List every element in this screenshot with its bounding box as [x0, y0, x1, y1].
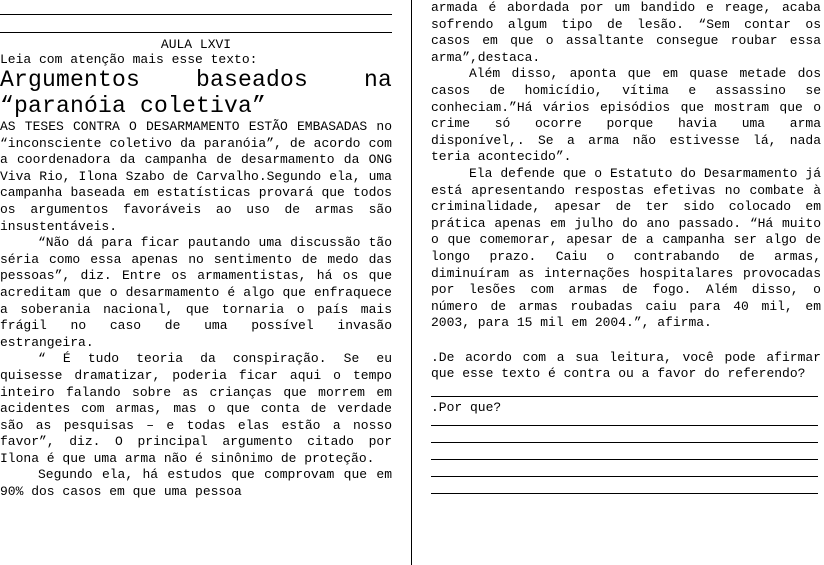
header-rule-2 — [0, 32, 392, 33]
header-rule-1 — [0, 14, 392, 15]
title-word: baseados — [195, 67, 309, 93]
title-word: na — [363, 67, 392, 93]
question-1: .De acordo com a sua leitura, você pode afirmar que esse texto é contra ou a favor do referendo? — [431, 349, 821, 382]
article-paragraph: AS TESES CONTRA O DESARMAMENTO ESTÃO EMBASADAS no “inconsciente coletivo da paranóia”, de acordo com a coordenadora da campanha de desarmamento da ONG Viva Rio, Ilona Szabo de Carvalho.Segundo ela, uma campanha baseada em estatísticas provará que todos os argumentos favoráveis ao uso de armas são insustentáveis. — [0, 119, 392, 234]
answer-line[interactable] — [431, 493, 818, 494]
article-paragraph: Segundo ela, há estudos que comprovam que em 90% dos casos em que uma pessoa — [0, 467, 392, 500]
title-line-2: “paranóia coletiva” — [0, 93, 267, 119]
answer-line[interactable] — [431, 459, 818, 460]
article-title — [0, 67, 392, 119]
answer-line[interactable] — [431, 442, 818, 443]
left-column — [0, 0, 392, 501]
article-paragraph: “ É tudo teoria da conspiração. Se eu quisesse dramatizar, poderia ficar aqui o tempo inteiro falando sobre as crianças que morrem em acidentes com armas, mas o que conta de verdade são as pesquisas – e todas elas estão a nosso favor”, diz. O principal argumento citado por Ilona é que uma arma não é sinônimo de proteção. — [0, 351, 392, 466]
answer-line[interactable] — [431, 425, 818, 426]
article-paragraph: armada é abordada por um bandido e reage, acaba sofrendo algum tipo de lesão. “Sem contar os casos em que o assaltante consegue roubar essa arma”,destaca. — [431, 0, 821, 65]
article-paragraph: Além disso, aponta que em quase metade dos casos de homicídio, vítima e assassino se conheciam.”Há vários episódios que mostram que o crime só ocorre porque havia uma arma disponível,. Se a arma não estivesse lá, nada teria acontecido”. — [431, 66, 821, 165]
lesson-heading: AULA LXVI — [160, 37, 232, 52]
reading-instruction: Leia com atenção mais esse texto: — [0, 52, 258, 67]
question-2: .Por que? — [431, 400, 502, 416]
article-paragraph: Ela defende que o Estatuto do Desarmamento já está apresentando respostas efetivas no combate à criminalidade, apesar de ter sido colocado em prática apenas em julho do ano passado. “Há muito o que comemorar, apesar de a campanha ser algo de longo prazo. Caiu o contrabando de armas, diminuíram as internações hospitalares provocadas por lesões com armas de fogo. Além disso, o número de armas roubadas caiu para 40 mil, em 2003, para 15 mil em 2004.”, afirma. — [431, 165, 821, 331]
right-column — [431, 0, 821, 494]
title-word: Argumentos — [0, 67, 141, 93]
answer-line[interactable] — [431, 476, 818, 477]
answer-line[interactable] — [431, 396, 818, 397]
article-paragraph: “Não dá para ficar pautando uma discussão tão séria como essa apenas no sentimento de medo das pessoas”, diz. Entre os armamentistas, há os que acreditam que o desarmamento é algo que enfraquece a soberania nacional, que tornaria o país mais frágil no caso de uma possível invasão estrangeira. — [0, 235, 392, 350]
column-divider — [411, 0, 412, 565]
